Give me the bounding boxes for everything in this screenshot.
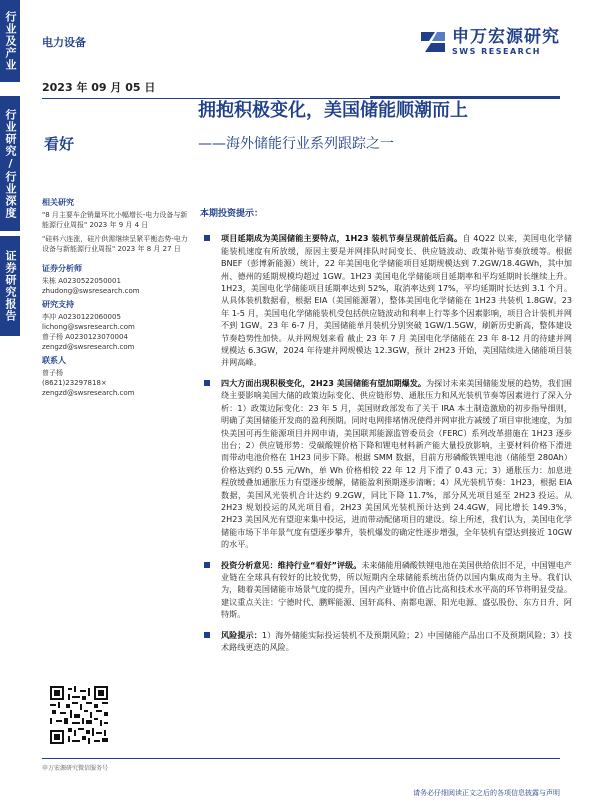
bullet-square-icon — [204, 562, 210, 568]
bullet-square-icon — [204, 632, 210, 638]
logo-chinese: 申万宏源研究 — [452, 27, 560, 47]
side-band-industry: 行业及产业 — [0, 0, 20, 82]
paragraph-lead: 四大方面出现积极变化，2H23 美国储能有望加期爆发。 — [221, 377, 426, 388]
report-subtitle: ——海外储能行业系列跟踪之一 — [198, 136, 394, 152]
bullet-square-icon — [204, 380, 210, 386]
paragraph-lead: 投资分析意见：维持行业“看好”评级。 — [221, 559, 362, 570]
highlight-paragraph — [200, 559, 572, 621]
highlight-paragraph — [200, 377, 572, 551]
rating: 看好 — [44, 135, 75, 153]
paragraph-body: 为探讨未来美国储能发展的趋势，我们围绕主要影响美国大储的政策边际变化、供应链形势、通胀压力和风光装机节奏等因素进行了深入分析：1）政策边际变化：23 年 5 月，美国财政部发布了关于 IRA 本土制造激励的初步指导细则，明确了美国储能开发商的盈利预期。同时电网排堵情况使得并网审批方减缓了项目审批速度，为加快美国可再生能源项目并网申请，美国联邦能源监管委员会（FERC）系列改革措施在 1H23 逐步出台；2）供应链形势：受碳酸锂价格下降和锂电材料新产能大量投放影响，主要材料价格下滑进而带动电池价格在 1H23 同步下降。根据 SMM 数据，目前方形磷酸铁锂电池（储能型 280Ah）价格达到约 0.55 元/Wh，单 Wh 价格相较 22 年 12 月下滑了 0.43 元；3）通胀压力：加息进程放缓叠加通胀压力有望逐步缓解，储能盈利预期逐步清晰；4）风光装机节奏：1H23，根据 EIA 数据，美国风光装机合计达约 9.2GW，同比下降 11.7%，部分风光项目延至 2H23 投运。从 2H23 规划投运的风光项目看，2H23 美国风光装机预计达到 24.4GW，同比增长 149.3%，2H23 美国风光有望迎来集中投运，进而带动配储项目的建设。综上所述，我们认为，美国电化学储能市场下半年景气度有望逐步攀升，装机爆发的确定性逐步增强，全年装机有望达到接近 10GW 的水平。 — [221, 377, 572, 550]
side-band-research: 行业研究/行业深度 — [0, 96, 20, 231]
support-line: 李冲 A0230122060005 — [42, 313, 121, 321]
related-research-item[interactable]: "硅料六连涨，硅片供需继续呈紧平衡态势-电力设备与新能源行业周报" 2023 年 8 月 27 日 — [42, 235, 188, 253]
contact-phone: (8621)23297818× — [42, 379, 107, 387]
qr-code-icon — [50, 686, 108, 744]
logo-mark-icon — [419, 28, 447, 56]
related-research-item[interactable]: "8 月主要车企销量环比小幅增长-电力设备与新能源行业周报" 2023 年 9 月 4 日 — [42, 211, 188, 229]
highlight-paragraph — [200, 232, 572, 368]
paragraph-body: 自 4Q22 以来，美国电化学储能装机速度有所放缓，原因主要是并网排队时间变长、供应链波动、政策补贴节奏放缓等。根据 BNEF（彭博新能源）统计，22 年美国电化学储能项目延期规模达到 7.2GW/18.4GWh，其中加州、德州的延期规模均超过 1GW。1H23 美国电化学储能项目延期率和平均延期时长继续上升。1H23，美国电化学储能项目延期率达到 52%，取消率达到 17%，平均延期时长达到 3.1 个月。从具体装机数据看，根据 EIA（美国能源署），整体美国电化学储能在 1H23 共装机 1.8GW。23 年 1-5 月，美国电化学储能装机受包括供应链波动和利率上行等多个因素影响，项目合计装机并网不到 1GW。23 年 6-7 月，美国储能单月装机分别突破 1GW/1.5GW，刷新历史新高，整体建设节奏趋势性加快。从并网规划来看 截止 23 年 7 月 美国电化学储能在 23 年 8-12 月的待建并网规模达 6.3GW，2024 年待建并网规模达 12.3GW，预计 2H23 开始，美国陆续进入储能项目装并网高峰。 — [221, 233, 572, 368]
qr-divider — [42, 758, 560, 759]
analyst-line: 朱栋 A0230522050001 — [42, 277, 121, 285]
highlight-paragraph — [200, 629, 572, 654]
sidebar — [42, 198, 192, 398]
contact-email[interactable]: zengzd@swsresearch.com — [42, 389, 135, 397]
analyst-email[interactable]: zhudong@swsresearch.com — [42, 287, 140, 295]
support-email[interactable]: zengzd@swsresearch.com — [42, 343, 135, 351]
sector-label: 电力设备 — [42, 36, 86, 49]
company-logo — [419, 28, 560, 56]
paragraph-body: 1）海外储能实际投运装机不及预期风险；2）中国储能产品出口不及预期风险；3）技术路线更迭的风险。 — [221, 629, 572, 652]
paragraph-lead: 项目延期成为美国储能主要特点，1H23 装机节奏呈现前低后高。 — [221, 233, 463, 244]
investment-highlights — [200, 208, 572, 661]
bullet-square-icon — [204, 235, 210, 241]
contact-heading: 联系人 — [42, 356, 66, 365]
qr-caption: 申万宏源研究微信服务号 — [42, 765, 109, 772]
support-line: 曾子杨 A0230123070004 — [42, 333, 128, 341]
analysts-heading: 证券分析师 — [42, 264, 82, 273]
logo-english: SWS RESEARCH — [452, 47, 541, 56]
paragraph-lead: 风险提示： — [221, 629, 262, 640]
support-email[interactable]: lichong@swsresearch.com — [42, 323, 135, 331]
side-band-report: 证券研究报告 — [0, 236, 20, 336]
report-date: 2023 年 09 月 05 日 — [42, 81, 156, 94]
research-support-heading: 研究支持 — [42, 300, 74, 309]
report-title: 拥抱积极变化，美国储能顺潮而上 — [198, 100, 468, 121]
paragraph-body: 未来储能用磷酸铁锂电池在美国供给依旧不足，中国锂电产业链在全球具有较好的比较优势，所以短期内全球储能系统出货仍以国内集成商为主导。我们认为，随着美国储能市场景气度的提升，国内产业链中价值占比高和技术水平高的环节将明显受益。建议重点关注：宁德时代、鹏辉能源、国轩高科、南都电源、阳光电源、盛弘股份、东方日升、阿特斯。 — [221, 559, 572, 620]
contact-name: 曾子杨 — [42, 369, 63, 377]
related-research-heading: 相关研究 — [42, 198, 74, 207]
highlights-heading: 本期投资提示： — [200, 209, 264, 219]
disclaimer-footer: 请务必仔细阅读正文之后的各项信息披露与声明 — [413, 789, 560, 797]
